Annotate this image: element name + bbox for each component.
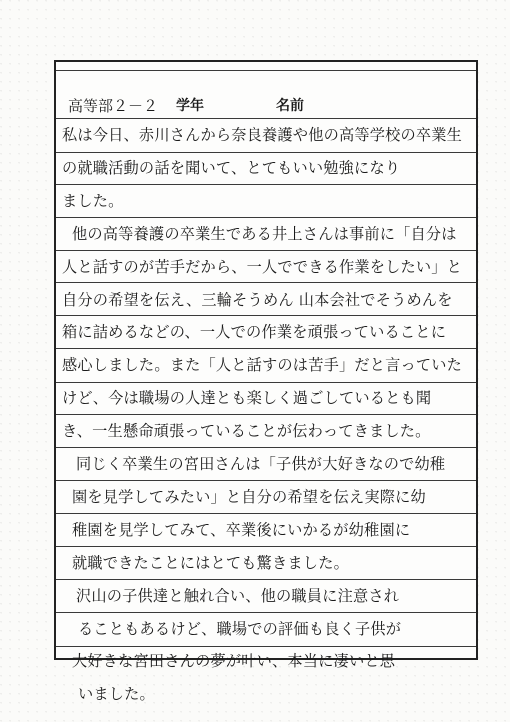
text-line-7: 箱に詰めるなどの、一人での作業を頑張っていることに (62, 323, 447, 342)
ruled-line (56, 546, 476, 547)
writing-sheet (54, 60, 478, 704)
ruled-line (56, 184, 476, 185)
ruled-line (56, 250, 476, 251)
text-line-12: 園を見学してみたい」と自分の希望を伝え実際に幼 (72, 487, 426, 506)
text-line-6: 自分の希望を伝え、三輪そうめん 山本会社でそうめんを (62, 290, 453, 309)
text-line-10: き、一生懸命頑張っていることが伝わってきました。 (62, 422, 431, 441)
text-line-13: 稚園を見学してみて、卒業後にいかるが幼稚園に (72, 520, 411, 539)
header-row (56, 95, 476, 115)
ruled-line (56, 217, 476, 218)
ruled-line (56, 414, 476, 415)
text-line-11: 同じく卒業生の宮田さんは「子供が大好きなので幼稚 (76, 455, 446, 473)
ruled-line (56, 513, 476, 514)
text-line-1: 私は今日、赤川さんから奈良養護や他の高等学校の卒業生 (62, 126, 463, 144)
ruled-line (56, 70, 476, 71)
ruled-line (56, 612, 476, 613)
text-line-5: 人と話すのが苦手だから、一人でできる作業をしたい」と (62, 257, 463, 276)
ruled-line (56, 382, 476, 383)
text-line-15: 沢山の子供達と触れ合い、他の職員に注意され (76, 586, 400, 605)
name-label: 名前 (276, 98, 304, 114)
ruled-line (56, 646, 476, 647)
text-line-14: 就職できたことにはとても驚きました。 (72, 553, 349, 572)
ruled-line (56, 480, 476, 481)
text-line-2: の就職活動の話を聞いて、とてもいい勉強になり (62, 158, 401, 177)
ruled-line (56, 447, 476, 448)
text-line-8: 感心しました。また「人と話すのは苦手」だと言っていた (62, 356, 463, 375)
ruled-line (56, 152, 476, 153)
ruled-line (56, 118, 476, 119)
ruled-line (56, 348, 476, 349)
ruled-line (56, 315, 476, 316)
text-line-18: いました。 (78, 685, 155, 704)
text-line-16: ることもあるけど、職場での評価も良く子供が (78, 619, 402, 638)
text-line-4: 他の高等養護の卒業生である井上さんは事前に「自分は (72, 224, 457, 243)
text-line-9: けど、今は職場の人達とも楽しく過ごしているとも聞 (62, 389, 432, 408)
class-label: 高等部２－２ (68, 97, 159, 115)
text-line-3: ました。 (62, 191, 124, 210)
text-line-17: 大好きな宮田さんの夢が叶い、本当に凄いと思 (72, 652, 396, 671)
ruled-line (56, 282, 476, 283)
ruled-line (56, 579, 476, 580)
year-label: 学年 (176, 98, 204, 114)
